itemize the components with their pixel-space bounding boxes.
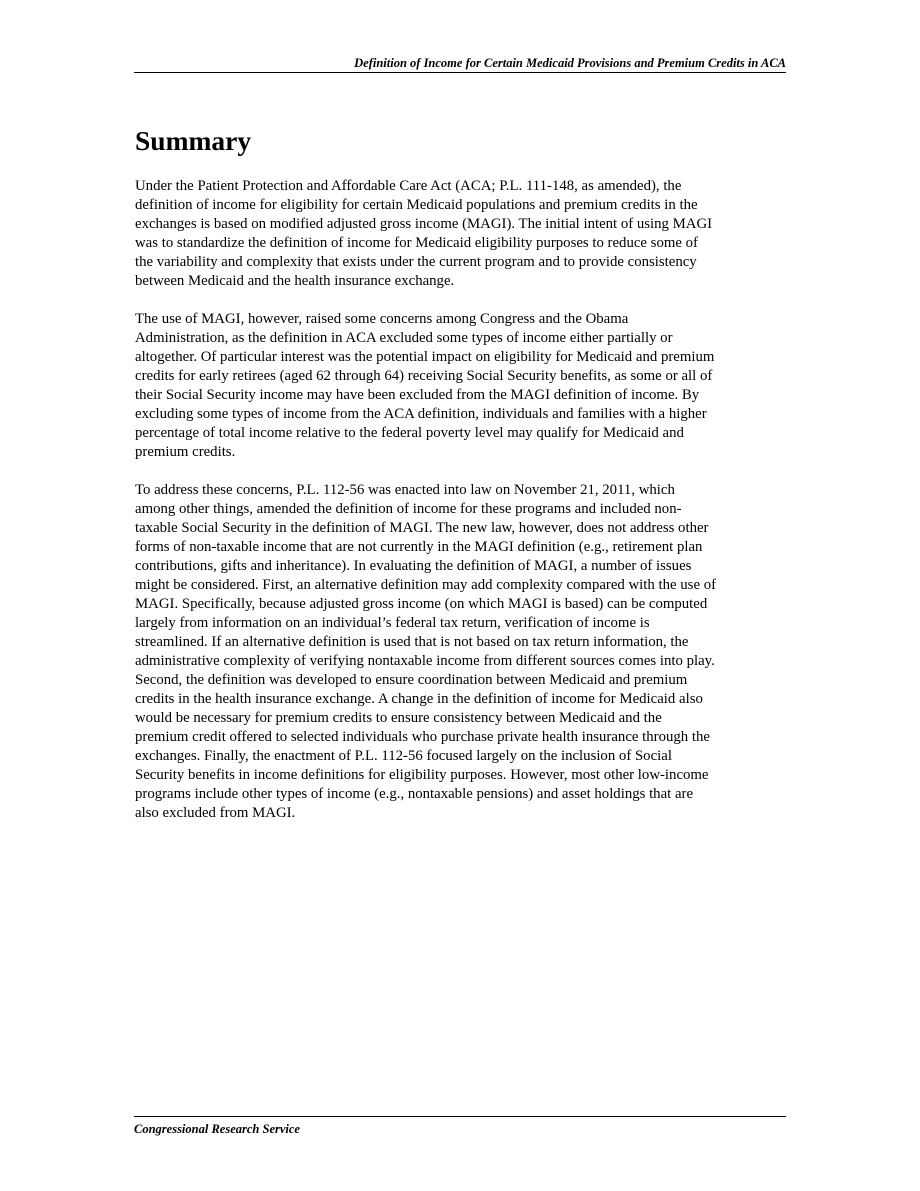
running-header: Definition of Income for Certain Medicaid Provisions and Premium Credits in ACA [134,55,786,73]
text-line: might be considered. First, an alternative definition may add complexity compared with the use of [135,577,717,593]
text-line: Under the Patient Protection and Affordable Care Act (ACA; P.L. 111-148, as amended), the [135,178,682,194]
text-line: the variability and complexity that exists under the current program and to provide consistency [135,254,697,270]
text-line: streamlined. If an alternative definition is used that is not based on tax return information, the [135,634,689,650]
text-line: exchanges. Finally, the enactment of P.L. 112-56 focused largely on the inclusion of Social [135,748,672,764]
text-line: forms of non-taxable income that are not currently in the MAGI definition (e.g., retirement plan [135,539,703,555]
paragraph-2 [135,310,790,462]
summary-body [135,177,790,842]
text-line: credits in the health insurance exchange. A change in the definition of income for Medicaid also [135,691,703,707]
text-line: premium credit offered to selected individuals who purchase private health insurance through the [135,729,710,745]
text-line: exchanges is based on modified adjusted gross income (MAGI). The initial intent of using MAGI [135,216,713,232]
text-line: Administration, as the definition in ACA excluded some types of income either partially or [135,330,673,346]
text-line: Second, the definition was developed to ensure coordination between Medicaid and premium [135,672,688,688]
text-line: would be necessary for premium credits to ensure consistency between Medicaid and the [135,710,662,726]
text-line: excluding some types of income from the ACA definition, individuals and families with a higher [135,406,707,422]
running-footer: Congressional Research Service [134,1116,786,1138]
text-line: percentage of total income relative to the federal poverty level may qualify for Medicaid and [135,425,684,441]
text-line: was to standardize the definition of income for Medicaid eligibility purposes to reduce some of [135,235,698,251]
text-line: also excluded from MAGI. [135,805,296,821]
paragraph-3 [135,481,790,823]
text-line: between Medicaid and the health insurance exchange. [135,273,455,289]
text-line: among other things, amended the definition of income for these programs and included non- [135,501,682,517]
text-line: The use of MAGI, however, raised some concerns among Congress and the Obama [135,311,629,327]
paragraph-1 [135,177,790,291]
text-line: administrative complexity of verifying nontaxable income from different sources comes into play. [135,653,715,669]
text-line: contributions, gifts and inheritance). In evaluating the definition of MAGI, a number of issues [135,558,692,574]
text-line: To address these concerns, P.L. 112-56 was enacted into law on November 21, 2011, which [135,482,675,498]
text-line: premium credits. [135,444,236,460]
text-line: taxable Social Security in the definition of MAGI. The new law, however, does not address other [135,520,709,536]
text-line: MAGI. Specifically, because adjusted gross income (on which MAGI is based) can be computed [135,596,708,612]
text-line: altogether. Of particular interest was the potential impact on eligibility for Medicaid and premium [135,349,715,365]
text-line: largely from information on an individual’s federal tax return, verification of income is [135,615,650,631]
text-line: definition of income for eligibility for certain Medicaid populations and premium credits in the [135,197,698,213]
text-line: Security benefits in income definitions for eligibility purposes. However, most other low-income [135,767,709,783]
text-line: credits for early retirees (aged 62 through 64) receiving Social Security benefits, as some or all of [135,368,713,384]
text-line: programs include other types of income (e.g., nontaxable pensions) and asset holdings that are [135,786,694,802]
text-line: their Social Security income may have been excluded from the MAGI definition of income. By [135,387,700,403]
summary-heading: Summary [135,125,252,156]
